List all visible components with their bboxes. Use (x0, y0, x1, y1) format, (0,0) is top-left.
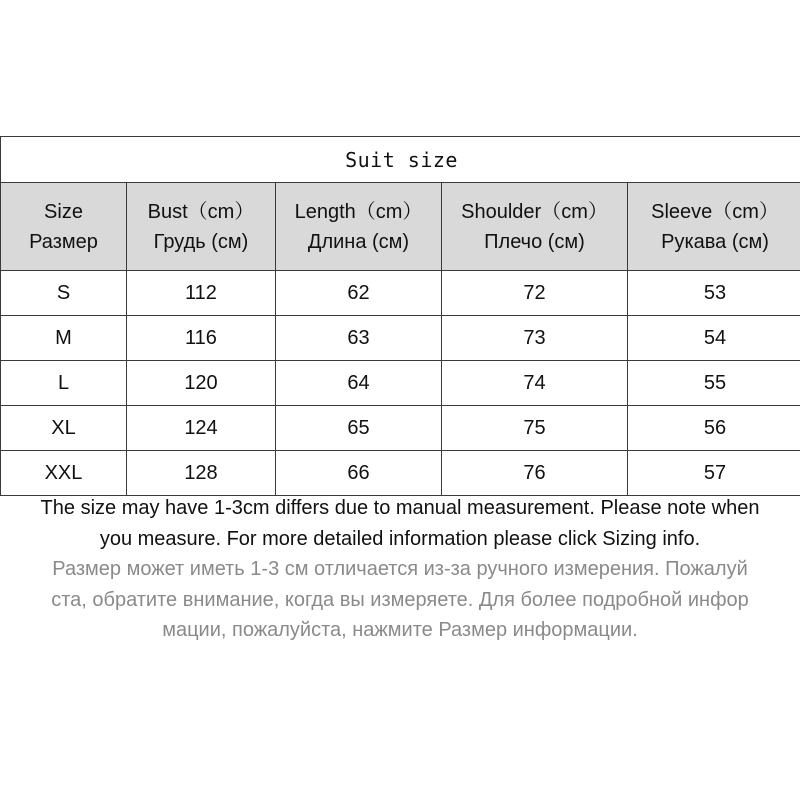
length-cell: 62 (276, 271, 442, 316)
header-length-ru: Длина (см) (307, 230, 410, 253)
sleeve-cell: 55 (628, 361, 800, 406)
sleeve-cell: 57 (628, 451, 800, 496)
header-shoulder (442, 183, 628, 271)
size-cell: S (1, 271, 127, 316)
measurement-note-english (0, 493, 800, 554)
note-en-line-2: you measure. For more detailed information please click Sizing info. (99, 527, 701, 550)
header-sleeve (628, 183, 800, 271)
header-size (1, 183, 127, 271)
sleeve-cell: 53 (628, 271, 800, 316)
header-length-en: Length（cm） (294, 200, 423, 223)
note-en-line-1: The size may have 1-3cm differs due to manual measurement. Please note when (40, 497, 760, 519)
table-row (1, 406, 800, 451)
note-ru-line-3: мации, пожалуйста, нажмите Размер информации. (162, 619, 638, 641)
table-row (1, 361, 800, 406)
header-sleeve-ru: Рукава (см) (661, 230, 769, 253)
size-cell: XXL (1, 451, 127, 496)
bust-cell: 116 (127, 316, 276, 361)
header-size-en: Size (44, 200, 83, 223)
header-shoulder-ru: Плечо (см) (484, 230, 585, 253)
size-cell: XL (1, 406, 127, 451)
header-size-ru: Размер (29, 230, 98, 253)
size-cell: L (1, 361, 127, 406)
header-bust (127, 183, 276, 271)
header-sleeve-en: Sleeve（cm） (651, 200, 779, 223)
bust-cell: 124 (127, 406, 276, 451)
bust-cell: 128 (127, 451, 276, 496)
size-cell: M (1, 316, 127, 361)
length-cell: 66 (276, 451, 442, 496)
length-cell: 63 (276, 316, 442, 361)
table-row (1, 451, 800, 496)
bust-cell: 112 (127, 271, 276, 316)
note-ru-line-2: ста, обратите внимание, когда вы измеряете. Для более подробной инфор (51, 588, 749, 611)
header-bust-en: Bust（cm） (147, 200, 255, 223)
note-ru-line-1: Размер может иметь 1-3 см отличается из-за ручного измерения. Пожалуй (52, 558, 748, 580)
header-length (276, 183, 442, 271)
sleeve-cell: 56 (628, 406, 800, 451)
header-shoulder-en: Shoulder（cm） (461, 200, 608, 223)
length-cell: 64 (276, 361, 442, 406)
length-cell: 65 (276, 406, 442, 451)
sleeve-cell: 54 (628, 316, 800, 361)
measurement-note-russian (0, 554, 800, 646)
table-row (1, 316, 800, 361)
table-row (1, 271, 800, 316)
shoulder-cell: 73 (442, 316, 628, 361)
title-row (1, 137, 800, 183)
shoulder-cell: 76 (442, 451, 628, 496)
shoulder-cell: 74 (442, 361, 628, 406)
bust-cell: 120 (127, 361, 276, 406)
table-title: Suit size (1, 137, 800, 183)
header-bust-ru: Грудь (см) (153, 230, 249, 253)
shoulder-cell: 72 (442, 271, 628, 316)
size-chart-table (0, 136, 800, 496)
header-row (1, 183, 800, 271)
shoulder-cell: 75 (442, 406, 628, 451)
